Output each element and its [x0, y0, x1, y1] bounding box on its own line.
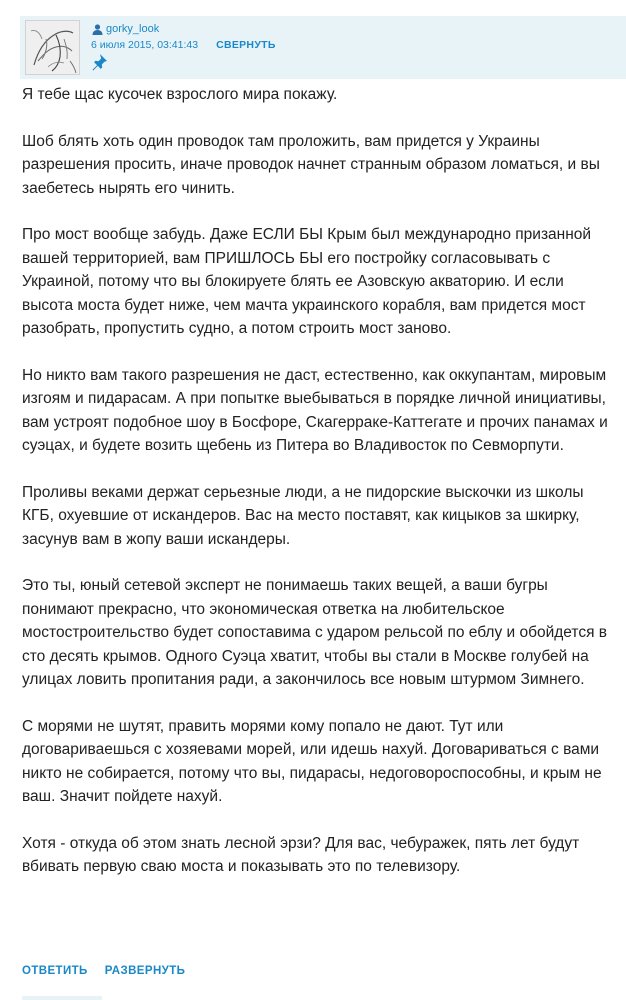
user-row: [91, 22, 276, 36]
comment-meta: [91, 22, 276, 52]
comment-paragraph: Это ты, юный сетевой эксперт не понимаешь таких вещей, а ваши бугры понимают прекрасно, что экономическая ответка на любительское мостостроительство будет сопоставима с ударом рельсой по еблу и обойдется в сто десять крымов. Одного Суэца хватит, чтобы вы стали в Москве голубей на улицах ловить пропитания ради, а закончилось все новым штурмом Зимнего.: [22, 577, 608, 688]
comment-paragraph: Хотя - откуда об этом знать лесной эрзи? Для вас, чебуражек, пять лет будут вбивать первую сваю моста и показывать это по телевизору.: [22, 834, 580, 875]
pin-icon[interactable]: [90, 52, 109, 71]
comment-paragraph: Про мост вообще забудь. Даже ЕСЛИ БЫ Крым был международно призанной вашей территорией, вам ПРИШЛОСЬ БЫ его постройку согласовывать с Украиной, потому что вы блокируете блять ее Азовскую акваторию. И если высота моста будет ниже, чем мачта украинского корабля, вам придется мост разобрать, пропустить судно, а потом строить мост заново.: [22, 226, 592, 337]
comment-actions: [22, 965, 185, 977]
user-icon: [91, 23, 104, 36]
comment-paragraph: Шоб блять хоть один проводок там проложить, вам придется у Украины разрешения просить, иначе проводок начнет странным образом ломаться, и вы заебетесь нырять его чинить.: [22, 132, 600, 197]
reply-button[interactable]: ОТВЕТИТЬ: [22, 965, 88, 977]
date-row: [91, 38, 276, 52]
collapse-button[interactable]: СВЕРНУТЬ: [216, 39, 276, 51]
expand-button[interactable]: РАЗВЕРНУТЬ: [104, 965, 186, 977]
avatar[interactable]: [25, 20, 80, 75]
avatar-sketch-icon: [26, 21, 80, 75]
username-link[interactable]: gorky_look: [106, 23, 160, 35]
comment-header: [20, 16, 626, 79]
footer-divider: [22, 996, 102, 1000]
comment-date[interactable]: 6 июля 2015, 03:41:43: [91, 39, 199, 51]
comment-paragraph: Но никто вам такого разрешения не даст, естественно, как оккупантам, мировым изгоям и пидарасам. А при попытке выебываться в порядке личной инициативы, вам устроят подобное шоу в Босфоре, Скагерраке-Каттегате и прочих панамах и суэцах, и будете возить щебень из Питера во Владивосток по Севморпути.: [22, 366, 608, 454]
comment-paragraph: Я тебе щас кусочек взрослого мира покажу.: [22, 86, 338, 103]
comment-paragraph: С морями не шутят, править морями кому попало не дают. Тут или договариваешься с хозяевами морей, или идешь нахуй. Договариваться с вами никто не собирается, потому что вы, пидарасы, недоговороспособны, и крым не ваш. Значит пойдете нахуй.: [22, 717, 602, 805]
comment-paragraph: Проливы веками держат серьезные люди, а не пидорские выскочки из школы КГБ, охуевшие от искандеров. Вас на место поставят, как кицыков за шкирку, засунув вам в жопу ваши искандеры.: [22, 483, 584, 548]
comment-body: [22, 83, 612, 902]
